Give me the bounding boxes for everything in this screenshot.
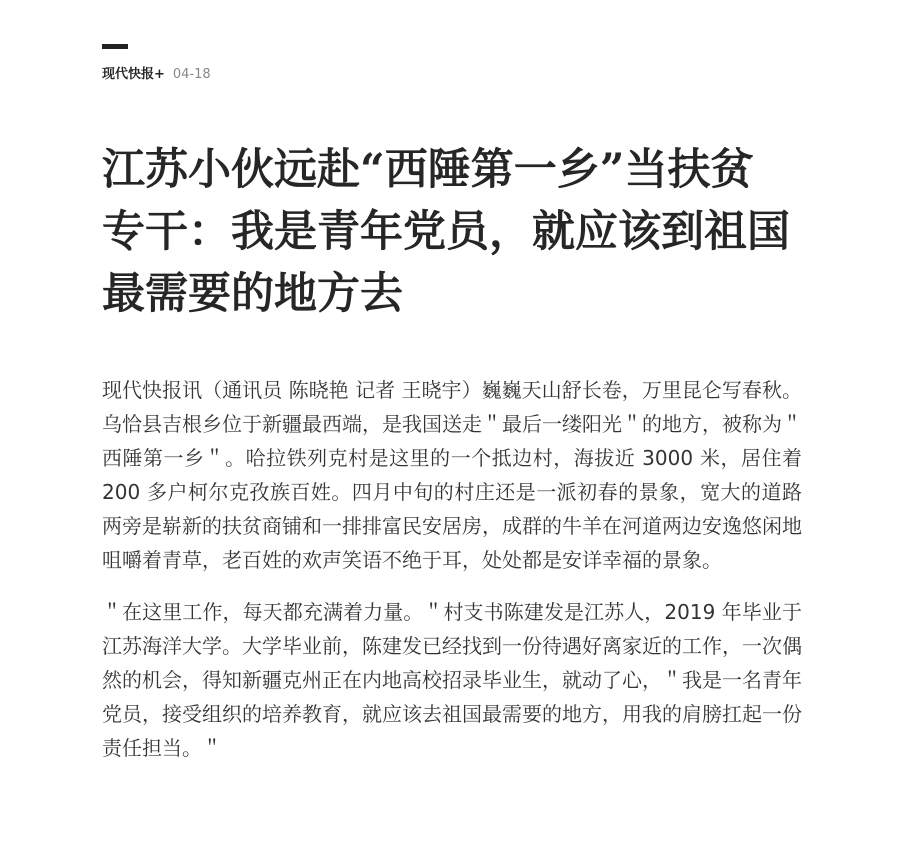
article-meta — [102, 65, 211, 85]
paragraph-1: 现代快报讯（通讯员 陈晓艳 记者 王晓宇）巍巍天山舒长卷，万里昆仑写春秋。乌恰县吉根乡位于新疆最西端，是我国送走＂最后一缕阳光＂的地方，被称为＂西陲第一乡＂。哈拉铁列克村是这里的一个抵边村，海拔近 3000 米，居住着 200 多户柯尔克孜族百姓。四月中旬的村庄还是一派初春的景象，宽大的道路两旁是崭新的扶贫商铺和一排排富民安居房，成群的牛羊在河道两边安逸悠闲地咀嚼着青草，老百姓的欢声笑语不绝于耳，处处都是安详幸福的景象。 — [102, 378, 802, 572]
paragraph-2: ＂在这里工作，每天都充满着力量。＂村支书陈建发是江苏人，2019 年毕业于江苏海洋大学。大学毕业前，陈建发已经找到一份待遇好离家近的工作，一次偶然的机会，得知新疆克州正在内地高校招录毕业生，就动了心，＂我是一名青年党员，接受组织的培养教育，就应该去祖国最需要的地方，用我的肩膀扛起一份责任担当。＂ — [102, 600, 802, 760]
accent-bar — [102, 44, 128, 49]
publish-date: 04-18 — [172, 67, 211, 82]
article-title: 江苏小伙远赴“西陲第一乡”当扶贫专干：我是青年党员，就应该到祖国最需要的地方去 — [102, 145, 790, 319]
article-body — [102, 373, 802, 783]
source-label[interactable]: 现代快报+ — [102, 67, 165, 82]
